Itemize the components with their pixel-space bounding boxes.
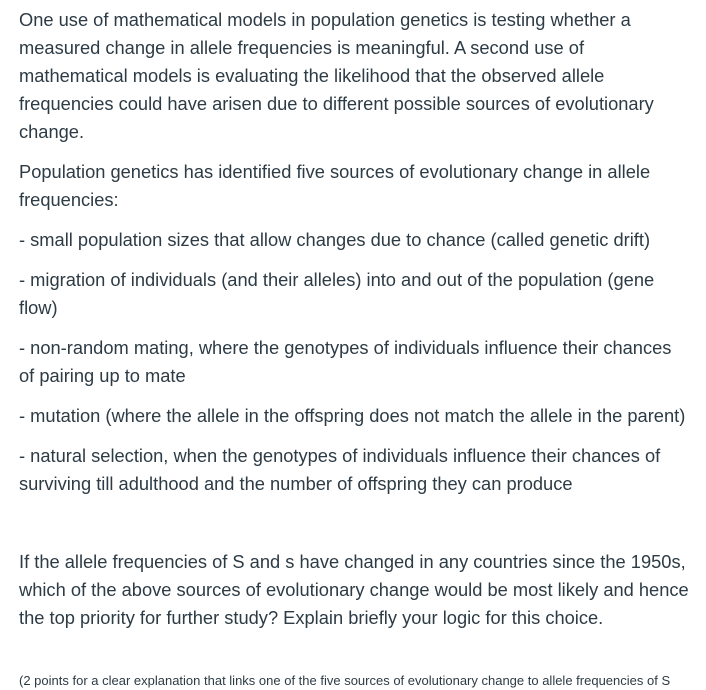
source-item-non-random-mating: - non-random mating, where the genotypes of individuals influence their chances of pairing up to mate bbox=[19, 337, 672, 386]
question-paragraph: If the allele frequencies of S and s have changed in any countries since the 1950s, which of the above sources of evolutionary change would be most likely and hence the top priority for further study? Explain briefly your logic for this choice. bbox=[19, 551, 689, 628]
points-note: (2 points for a clear explanation that links one of the five sources of evolutionary change to allele frequencies of S bbox=[19, 673, 671, 688]
source-item-gene-flow: - migration of individuals (and their alleles) into and out of the population (gene flow) bbox=[19, 269, 655, 318]
source-item-genetic-drift: - small population sizes that allow changes due to chance (called genetic drift) bbox=[19, 229, 651, 250]
source-item-natural-selection: - natural selection, when the genotypes of individuals influence their chances of surviving till adulthood and the number of offspring they can produce bbox=[19, 445, 661, 494]
source-item-mutation: - mutation (where the allele in the offspring does not match the allele in the parent) bbox=[19, 405, 686, 426]
intro-paragraph: One use of mathematical models in population genetics is testing whether a measured change in allele frequencies is meaningful. A second use of mathematical models is evaluating the likelihood that the observed allele frequencies could have arisen due to different possible sources of evolutionary change. bbox=[19, 9, 654, 142]
sources-intro-paragraph: Population genetics has identified five sources of evolutionary change in allele frequencies: bbox=[19, 161, 651, 210]
question-text bbox=[19, 6, 691, 644]
